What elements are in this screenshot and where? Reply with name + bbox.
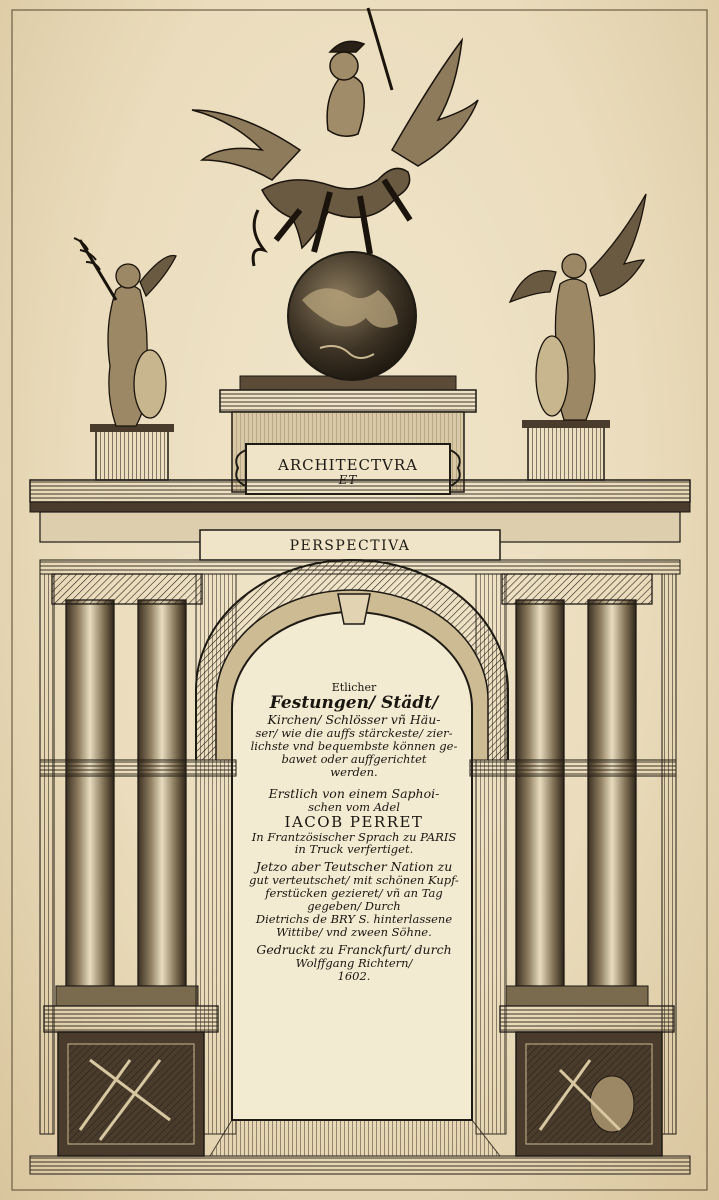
- inscription-line: bawet oder auffgerichtet: [281, 752, 427, 767]
- title-line-1: ARCHITECTVRA: [277, 456, 418, 474]
- inscription-line: in Truck verfertiget.: [294, 842, 414, 857]
- printer-name: Wolffgang Richtern/: [295, 955, 413, 970]
- inscription-line: Kirchen/ Schlösser vñ Häu-: [267, 712, 441, 728]
- inscription-line: gut verteutschet/ mit schönen Kupf-: [249, 873, 459, 888]
- title-architectura: [250, 456, 446, 487]
- inscription-line: Festungen/ Städt/: [269, 693, 439, 714]
- left-statue-pedestal: [96, 428, 168, 480]
- inscription-line: schen vom Adel: [308, 799, 400, 814]
- imprint-year: 1602.: [337, 968, 371, 983]
- title-perspectiva: PERSPECTIVA: [289, 538, 411, 554]
- inscription-line: Wittibe/ vnd zween Söhne.: [276, 924, 432, 939]
- inscription-line: ferstücken gezieret/ vñ an Tag: [265, 886, 443, 901]
- inscription-line: In Frantzösischer Sprach zu PARIS: [251, 829, 457, 844]
- keystone: [338, 594, 370, 624]
- author-name: IACOB PERRET: [284, 812, 424, 831]
- right-angel-statue: [510, 194, 646, 420]
- inscription-line: Jetzo aber Teutscher Nation zu: [255, 859, 453, 875]
- left-columns: [52, 574, 202, 1006]
- left-angel-statue: [74, 238, 176, 426]
- inscription-line: lichste vnd bequembste können ge-: [250, 739, 458, 754]
- title-line-2: ET: [338, 473, 358, 487]
- inscription-line: Dietrichs de BRY S. hinterlassene: [255, 911, 453, 926]
- inscription-line: ser/ wie die auffs stärckeste/ zier-: [255, 726, 453, 741]
- doorway-inscription: [240, 682, 468, 982]
- horse-tail: [253, 210, 264, 266]
- inscription-line: Etlicher: [331, 681, 377, 694]
- imprint-line: Gedruckt zu Franckfurt/ durch: [256, 941, 452, 957]
- right-columns: [502, 574, 652, 1006]
- inscription-line: werden.: [330, 764, 378, 779]
- winged-rider-figure: [192, 8, 478, 254]
- inscription-line: gegeben/ Durch: [307, 899, 401, 914]
- inscription-line: Erstlich von einem Saphoi-: [268, 785, 440, 801]
- right-statue-pedestal: [528, 424, 604, 480]
